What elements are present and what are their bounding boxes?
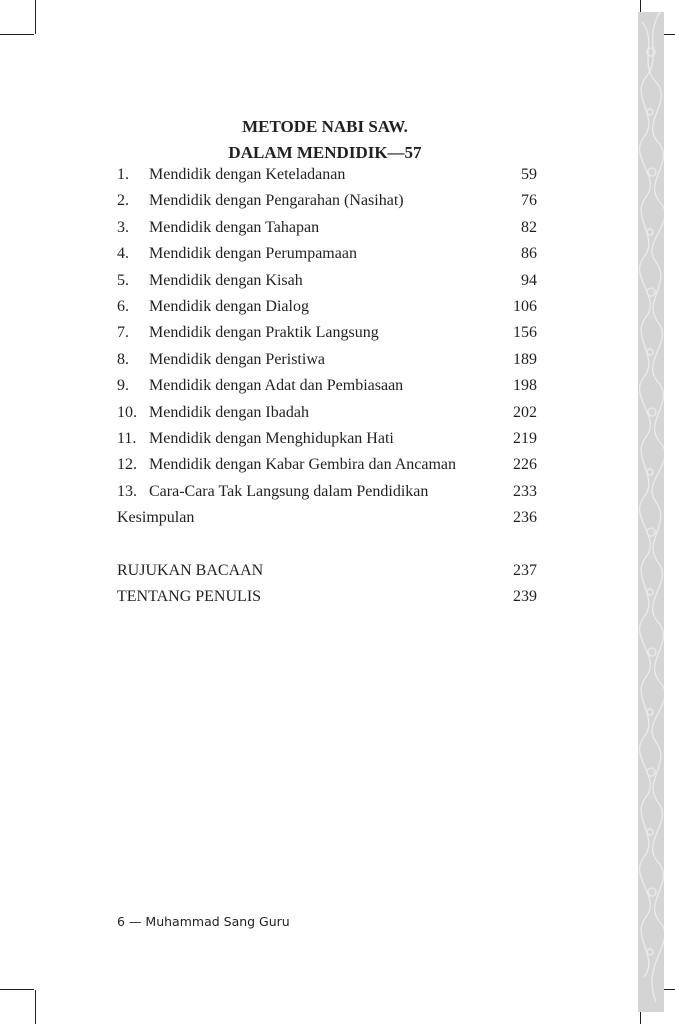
toc-row-3 (117, 215, 537, 241)
footer-book-title: Muhammad Sang Guru (145, 914, 290, 929)
toc-number: 11. (117, 429, 137, 447)
toc-number: 7. (117, 324, 129, 342)
floral-pattern-icon (638, 12, 664, 1012)
toc-page: 219 (513, 429, 537, 447)
toc-row-5 (117, 268, 537, 294)
toc-row-10 (117, 400, 537, 426)
crop-mark-top-left-h (0, 34, 34, 35)
crop-mark-bottom-left (35, 990, 36, 1024)
crop-mark-bottom-left-h (0, 989, 34, 990)
heading-line-2: DALAM MENDIDIK—57 (228, 143, 422, 162)
toc-row-11 (117, 426, 537, 452)
toc-title: Mendidik dengan Keteladanan (149, 166, 346, 183)
toc-title: Mendidik dengan Menghidupkan Hati (149, 429, 394, 447)
toc-number: 4. (117, 245, 129, 263)
author-title: TENTANG PENULIS (117, 588, 262, 606)
author-page: 239 (513, 588, 537, 606)
page-footer (117, 914, 290, 929)
toc-page: 156 (513, 324, 537, 342)
toc-page: 189 (513, 350, 537, 368)
toc-row-author (117, 584, 537, 610)
table-of-contents (117, 162, 537, 611)
toc-title: Mendidik dengan Perumpamaan (149, 245, 357, 263)
toc-row-13 (117, 479, 537, 505)
ornament-band (638, 12, 664, 1012)
toc-title: Mendidik dengan Peristiwa (149, 350, 325, 368)
toc-page: 59 (521, 166, 537, 183)
toc-number: 10. (117, 403, 137, 421)
toc-number: 9. (117, 377, 129, 395)
conclusion-page: 236 (513, 509, 537, 527)
toc-title: Mendidik dengan Adat dan Pembiasaan (149, 377, 404, 395)
section-heading (160, 114, 490, 166)
toc-row-8 (117, 347, 537, 373)
toc-row-4 (117, 241, 537, 267)
toc-title: Mendidik dengan Kisah (149, 271, 303, 289)
toc-page: 76 (521, 192, 537, 210)
crop-mark-top-left (35, 0, 36, 34)
toc-number: 6. (117, 297, 129, 315)
toc-row-2 (117, 188, 537, 214)
toc-number: 13. (117, 482, 137, 500)
spacer (117, 531, 537, 557)
conclusion-title: Kesimpulan (117, 509, 195, 527)
toc-number: 3. (117, 218, 129, 236)
toc-page: 94 (521, 271, 537, 289)
toc-row-12 (117, 452, 537, 478)
toc-title: Mendidik dengan Dialog (149, 297, 309, 315)
toc-page: 233 (513, 482, 537, 500)
references-page: 237 (513, 561, 537, 579)
toc-title: Mendidik dengan Kabar Gembira dan Ancaman (149, 456, 457, 474)
toc-page: 202 (513, 403, 537, 421)
toc-number: 2. (117, 192, 129, 210)
toc-title: Mendidik dengan Tahapan (149, 218, 320, 236)
toc-row-6 (117, 294, 537, 320)
toc-row-1 (117, 162, 537, 188)
toc-title: Cara-Cara Tak Langsung dalam Pendidikan (149, 482, 429, 500)
references-title: RUJUKAN BACAAN (117, 561, 264, 579)
toc-number: 1. (117, 166, 129, 183)
toc-title: Mendidik dengan Praktik Langsung (149, 324, 379, 342)
toc-row-references (117, 558, 537, 584)
footer-page-number: 6 (117, 914, 125, 929)
toc-number: 12. (117, 456, 137, 474)
toc-title: Mendidik dengan Ibadah (149, 403, 309, 421)
toc-number: 5. (117, 271, 129, 289)
toc-title: Mendidik dengan Pengarahan (Nasihat) (149, 192, 404, 210)
toc-number: 8. (117, 350, 129, 368)
toc-row-7 (117, 320, 537, 346)
toc-page: 86 (521, 245, 537, 263)
toc-page: 198 (513, 377, 537, 395)
heading-line-1: METODE NABI SAW. (242, 117, 408, 136)
toc-page: 106 (513, 297, 537, 315)
toc-page: 82 (521, 218, 537, 236)
toc-row-9 (117, 373, 537, 399)
toc-page: 226 (513, 456, 537, 474)
toc-row-conclusion (117, 505, 537, 531)
footer-separator: — (128, 914, 142, 929)
